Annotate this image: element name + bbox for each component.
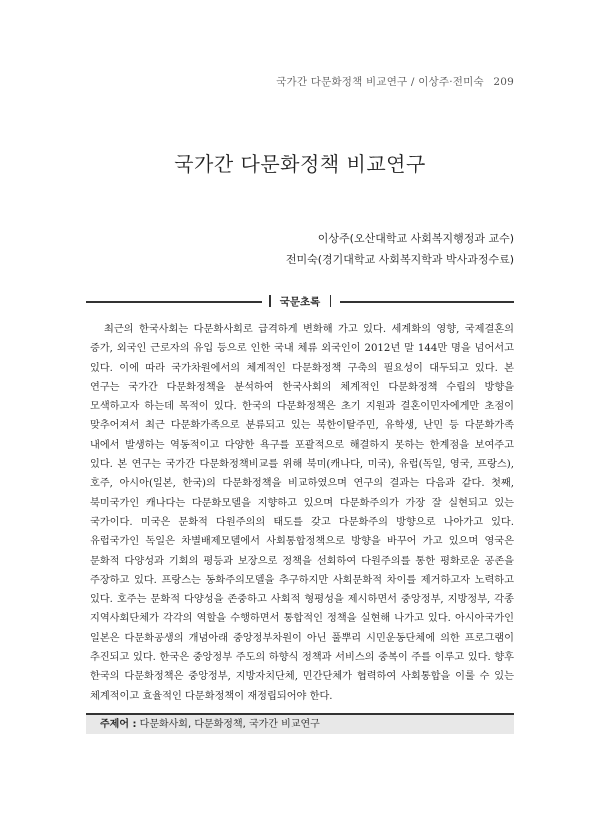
rule-line-left	[86, 301, 262, 303]
abstract-header-rule	[86, 296, 514, 308]
keywords-bar	[86, 715, 514, 734]
author-1: 이상주(오산대학교 사회복지행정과 교수)	[317, 232, 514, 245]
page-number: 209	[493, 76, 514, 88]
running-header	[276, 74, 514, 89]
abstract-body: 최근의 한국사회는 다문화사회로 급격하게 변화해 가고 있다. 세계화의 영향, 국제결혼의 증가, 외국인 근로자의 유입 등으로 인한 국내 체류 외국인이 2012년 말 144만 명을 넘어서고 있다. 이에 따라 국가차원에서의 체계적인 다문화정책 구축의 필요성이 대두되고 있다. 본 연구는 국가간 다문화정책을 분석하여 한국사회의 체계적인 다문화정책 수립의 방향을 모색하고자 하는데 목적이 있다. 한국의 다문화정책은 초기 지원과 결혼이민자에게만 초점이 맞추어져서 최근 다문화가족으로 분류되고 있는 북한이탈주민, 유학생, 난민 등 다문화가족 내에서 발생하는 역동적이고 다양한 욕구를 포괄적으로 해결하지 못하는 한계점을 보여주고 있다. 본 연구는 국가간 다문화정책비교를 위해 북미(캐나다, 미국), 유럽(독일, 영국, 프랑스), 호주, 아시아(일본, 한국)의 다문화정책을 비교하였으며 연구의 결과는 다음과 같다. 첫째, 북미국가인 캐나다는 다문화모델을 지향하고 있으며 다문화주의가 가장 잘 실현되고 있는 국가이다. 미국은 문화적 다원주의의 태도를 갖고 다문화주의 방향으로 나아가고 있다. 유럽국가인 독일은 차별배제모델에서 사회통합정책으로 방향을 바꾸어 가고 있으며 영국은 문화적 다양성과 기회의 평등과 보장으로 정책을 선회하여 다원주의를 통한 평화로운 공존을 주장하고 있다. 프랑스는 동화주의모델을 추구하지만 사회문화적 차이를 제거하고자 노력하고 있다. 호주는 문화적 다양성을 존중하고 사회적 형평성을 제시하면서 중앙정부, 지방정부, 각종 지역사회단체가 각각의 역할을 수행하면서 통합적인 정책을 실현해 나가고 있다. 아시아국가인 일본은 다문화공생의 개념아래 중앙정부차원이 아닌 풀뿌리 시민운동단체에 의한 프로그램이 추진되고 있다. 한국은 중앙정부 주도의 하향식 정책과 서비스의 중복이 주를 이루고 있다. 향후 한국의 다문화정책은 중앙정부, 지방자치단체, 민간단체가 협력하여 사회통합을 이룰 수 있는 체계적이고 효율적인 다문화정책이 재정립되어야 한다.	[90, 324, 514, 702]
author-2: 전미숙(경기대학교 사회복지학과 박사과정수료)	[285, 253, 514, 266]
article-title: 국가간 다문화정책 비교연구	[174, 152, 426, 176]
keywords-label: 주제어 :	[100, 719, 137, 730]
abstract-label: 국문초록	[265, 294, 335, 309]
rule-line-right	[340, 301, 514, 303]
author-block	[286, 228, 514, 270]
keywords-text: 다문화사회, 다문화정책, 국가간 비교연구	[139, 719, 320, 730]
running-title: 국가간 다문화정책 비교연구 / 이상주·전미숙	[276, 76, 484, 88]
